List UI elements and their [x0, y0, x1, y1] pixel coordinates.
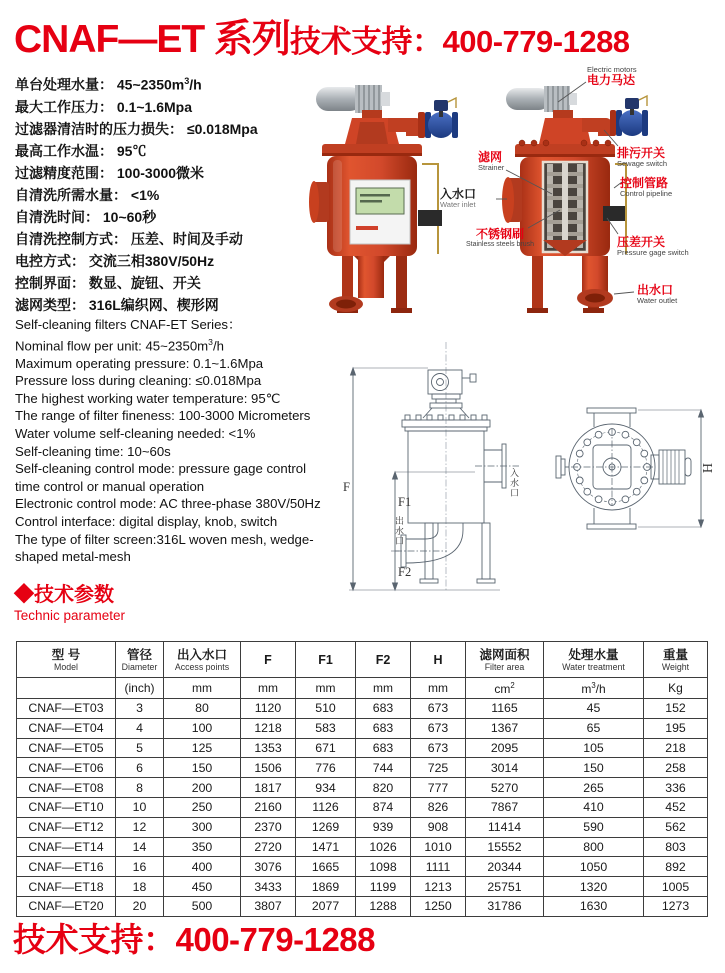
table-cell: 20 [116, 896, 164, 916]
table-cell: 80 [164, 699, 241, 719]
table-cell: 265 [544, 778, 644, 798]
table-cell: 3807 [241, 896, 296, 916]
table-cell: CNAF—ET12 [17, 817, 116, 837]
label-water-outlet [637, 284, 677, 306]
table-row [17, 778, 708, 798]
table-cell: 683 [356, 738, 411, 758]
column-unit: mm [296, 678, 356, 699]
table-cell: 776 [296, 758, 356, 778]
dim-label-f1: F1 [398, 495, 412, 509]
table-cell: 15552 [466, 837, 544, 857]
label-sewage-switch [617, 147, 667, 169]
table-cell: 1250 [411, 896, 466, 916]
table-cell: 1353 [241, 738, 296, 758]
table-cell: 777 [411, 778, 466, 798]
table-cell: 2370 [241, 817, 296, 837]
table-row [17, 817, 708, 837]
table-cell: 800 [544, 837, 644, 857]
table-cell: 500 [164, 896, 241, 916]
table-cell: 45 [544, 699, 644, 719]
specs-list-chinese [15, 70, 258, 316]
table-cell: 16 [116, 857, 164, 877]
label-cn: 滤网 [478, 150, 503, 164]
filter-cutaway-view [502, 86, 648, 313]
spec-line-cn: 电控方式： 交流三相380V/50Hz [15, 252, 215, 269]
table-cell: 820 [356, 778, 411, 798]
spec-line-en: Pressure loss during cleaning: ≤0.018Mpa [15, 373, 262, 389]
spec-line-cn: 单台处理水量： $45\sim 2350m^3/h$ [15, 76, 202, 93]
table-cell: CNAF—ET04 [17, 718, 116, 738]
table-cell: 1665 [296, 857, 356, 877]
table-cell: 1269 [296, 817, 356, 837]
dim-label-h: H [699, 462, 715, 474]
table-cell: 2720 [241, 837, 296, 857]
table-cell: 2095 [466, 738, 544, 758]
table-cell: 1126 [296, 797, 356, 817]
table-cell: 410 [544, 797, 644, 817]
spec-line-cn: 最高工作水温： 95℃ [15, 142, 147, 159]
table-row [17, 738, 708, 758]
table-cell: 1111 [411, 857, 466, 877]
table-cell: CNAF—ET08 [17, 778, 116, 798]
label-cn: 不锈钢刷 [475, 227, 524, 241]
spec-line-cn: 自清洗所需水量： <1% [15, 186, 160, 203]
table-cell: 450 [164, 877, 241, 897]
column-header: 滤网面积 Filter area [466, 642, 544, 678]
table-cell: 105 [544, 738, 644, 758]
section-title-en: Technic parameter [14, 608, 126, 623]
table-cell: 3 [116, 699, 164, 719]
label-cn: 电力马达 [587, 73, 636, 88]
table-cell: CNAF—ET18 [17, 877, 116, 897]
table-cell: 8 [116, 778, 164, 798]
table-cell: 3076 [241, 857, 296, 877]
table-cell: 1120 [241, 699, 296, 719]
table-cell: 583 [296, 718, 356, 738]
table-cell: CNAF—ET03 [17, 699, 116, 719]
table-cell: 195 [644, 718, 708, 738]
spec-line-en: The highest working water temperature: 95℃ [15, 390, 281, 406]
table-cell: CNAF—ET20 [17, 896, 116, 916]
table-cell: 908 [411, 817, 466, 837]
table-cell: 350 [164, 837, 241, 857]
table-cell: 1367 [466, 718, 544, 738]
table-cell: 1098 [356, 857, 411, 877]
spec-line-cn: 自清洗时间： 10~60秒 [15, 208, 157, 225]
footer-support-phone: 技术支持：400-779-1288 [13, 921, 376, 958]
table-cell: 65 [544, 718, 644, 738]
table-cell: 10 [116, 797, 164, 817]
table-row [17, 718, 708, 738]
table-row [17, 797, 708, 817]
table-cell: 939 [356, 817, 411, 837]
column-unit: $m^3/h$ [544, 678, 644, 699]
label-water-inlet [440, 188, 476, 210]
label-en: Control pipeline [620, 189, 673, 199]
table-cell: 1010 [411, 837, 466, 857]
spec-line-en: Water volume self-cleaning needed: <1% [15, 425, 256, 441]
label-en: Pressure gage switch [617, 248, 689, 258]
table-cell: 14 [116, 837, 164, 857]
technic-parameter-table [16, 641, 708, 917]
spec-line-en: Maximum operating pressure: 0.1~1.6Mpa [15, 355, 264, 371]
label-stainless-brush [458, 228, 542, 249]
table-cell: 1273 [644, 896, 708, 916]
table-cell: 125 [164, 738, 241, 758]
table-cell: 671 [296, 738, 356, 758]
table-cell: 452 [644, 797, 708, 817]
column-unit [17, 678, 116, 699]
table-cell: 1320 [544, 877, 644, 897]
section-header-technic-parameter [14, 578, 125, 623]
spec-line-cn: 滤网类型： 316L编织网、楔形网 [15, 296, 219, 313]
table-cell: 1630 [544, 896, 644, 916]
spec-line-cn: 最大工作压力： 0.1~1.6Mpa [15, 98, 192, 115]
table-cell: 1506 [241, 758, 296, 778]
label-en: Sewage switch [617, 159, 668, 169]
spec-line-cn: 控制界面： 数显、旋钮、开关 [15, 274, 201, 291]
table-cell: 892 [644, 857, 708, 877]
table-cell: 683 [356, 718, 411, 738]
table-row [17, 857, 708, 877]
spec-line-en: Self-cleaning filters CNAF-ET Series： [15, 317, 242, 332]
table-row [17, 837, 708, 857]
table-cell: 744 [356, 758, 411, 778]
table-cell: 300 [164, 817, 241, 837]
table-cell: 152 [644, 699, 708, 719]
column-unit: mm [356, 678, 411, 699]
table-cell: 1869 [296, 877, 356, 897]
column-unit: mm [241, 678, 296, 699]
table-cell: 1471 [296, 837, 356, 857]
spec-line-en: Self-cleaning control mode: pressure gage control [15, 461, 307, 477]
table-cell: 31786 [466, 896, 544, 916]
spec-line-en: Control interface: digital display, knob, switch [15, 513, 278, 529]
specs-list-english [15, 316, 321, 566]
section-title-cn: ◆技术参数 [14, 584, 114, 606]
table-cell: 1199 [356, 877, 411, 897]
column-header: F [241, 642, 296, 678]
label-en: Stainless steels brush [465, 241, 535, 249]
column-unit: Kg [644, 678, 708, 699]
dim-label-f: F [343, 480, 350, 494]
table-cell: CNAF—ET10 [17, 797, 116, 817]
page-title [14, 8, 630, 64]
column-header: F2 [356, 642, 411, 678]
column-header: H [411, 642, 466, 678]
spec-line-cn: 过滤精度范围： 100-3000微米 [15, 164, 205, 181]
table-cell: 725 [411, 758, 466, 778]
column-unit: (inch) [116, 678, 164, 699]
table-cell: 336 [644, 778, 708, 798]
table-cell: 510 [296, 699, 356, 719]
table-cell: 12 [116, 817, 164, 837]
column-header: 型 号 Model [17, 642, 116, 678]
table-cell: 1050 [544, 857, 644, 877]
label-en: Water outlet [637, 296, 678, 306]
table-cell: 20344 [466, 857, 544, 877]
table-cell: 6 [116, 758, 164, 778]
table-row [17, 699, 708, 719]
table-cell: 1026 [356, 837, 411, 857]
spec-line-en: Electronic control mode: AC three-phase 380V/50Hz [15, 496, 321, 512]
table-cell: 18 [116, 877, 164, 897]
table-cell: 2077 [296, 896, 356, 916]
label-en: Water inlet [440, 200, 476, 210]
table-cell: 1817 [241, 778, 296, 798]
column-unit: mm [411, 678, 466, 699]
label-cn: 出水口 [637, 283, 674, 297]
label-cn: 控制管路 [620, 176, 669, 190]
table-cell: CNAF—ET14 [17, 837, 116, 857]
table-cell: 7867 [466, 797, 544, 817]
table-cell: 673 [411, 738, 466, 758]
table-cell: 562 [644, 817, 708, 837]
spec-line-en: time control or manual operation [15, 478, 205, 494]
column-unit: $cm^2$ [466, 678, 544, 699]
table-cell: 5270 [466, 778, 544, 798]
filter-full-view [309, 85, 458, 313]
series-title: CNAF—ET 系列 [14, 18, 290, 61]
table-cell: 590 [544, 817, 644, 837]
table-header [17, 642, 708, 699]
dim-label-inlet: 入水口 [509, 468, 519, 498]
spec-line-cn: 过滤器清洁时的压力损失： ≤0.018Mpa [15, 120, 258, 137]
product-figure [300, 60, 725, 330]
table-cell: 400 [164, 857, 241, 877]
column-header: 重量 Weight [644, 642, 708, 678]
label-pressure-switch [617, 236, 689, 258]
table-cell: CNAF—ET05 [17, 738, 116, 758]
table-cell: 1288 [356, 896, 411, 916]
table-cell: 25751 [466, 877, 544, 897]
table-cell: 934 [296, 778, 356, 798]
table-cell: 673 [411, 718, 466, 738]
table-cell: 1165 [466, 699, 544, 719]
label-cn: 入水口 [440, 187, 477, 201]
parameters-table-wrap [16, 641, 708, 917]
label-cn: 压差开关 [617, 235, 666, 249]
column-header: 管径 Diameter [116, 642, 164, 678]
table-cell: 826 [411, 797, 466, 817]
table-cell: 100 [164, 718, 241, 738]
column-header: F1 [296, 642, 356, 678]
table-row [17, 758, 708, 778]
header-support-phone: 技术支持：400-779-1288 [290, 24, 630, 59]
spec-line-en: shaped metal-mesh [15, 549, 131, 565]
dim-label-outlet: 出水口 [394, 516, 404, 546]
column-unit: mm [164, 678, 241, 699]
table-row [17, 877, 708, 897]
table-cell: 4 [116, 718, 164, 738]
table-cell: 150 [164, 758, 241, 778]
table-cell: 200 [164, 778, 241, 798]
label-strainer [478, 151, 504, 173]
table-cell: 1213 [411, 877, 466, 897]
column-header: 出入水口 Access points [164, 642, 241, 678]
table-cell: 2160 [241, 797, 296, 817]
table-cell: 5 [116, 738, 164, 758]
label-control-pipeline [620, 177, 672, 199]
table-cell: CNAF—ET16 [17, 857, 116, 877]
table-cell: 3014 [466, 758, 544, 778]
dimension-drawing [335, 332, 725, 620]
dim-label-f2: F2 [398, 565, 412, 579]
column-header: 处理水量 Water treatment [544, 642, 644, 678]
table-cell: 683 [356, 699, 411, 719]
table-body [17, 699, 708, 917]
table-cell: 3433 [241, 877, 296, 897]
label-en: Strainer [478, 163, 505, 173]
table-cell: CNAF—ET06 [17, 758, 116, 778]
table-cell: 803 [644, 837, 708, 857]
table-cell: 218 [644, 738, 708, 758]
spec-line-en: The range of filter fineness: 100-3000 Micrometers [15, 408, 311, 424]
table-cell: 250 [164, 797, 241, 817]
table-cell: 258 [644, 758, 708, 778]
table-cell: 673 [411, 699, 466, 719]
spec-line-cn: 自清洗控制方式： 压差、时间及手动 [15, 230, 243, 247]
label-en: Electric motors [587, 65, 637, 74]
label-electric-motors [587, 66, 637, 88]
spec-line-en: Self-cleaning time: 10~60s [15, 443, 171, 459]
table-cell: 874 [356, 797, 411, 817]
label-cn: 排污开关 [617, 146, 666, 160]
table-cell: 11414 [466, 817, 544, 837]
spec-line-en: Nominal flow per unit: $45\sim 2350m^3/h$ [15, 336, 224, 353]
drawing-figure [335, 332, 725, 620]
table-cell: 150 [544, 758, 644, 778]
table-cell: 1218 [241, 718, 296, 738]
table-cell: 1005 [644, 877, 708, 897]
spec-line-en: The type of filter screen:316L woven mesh, wedge- [15, 531, 314, 547]
